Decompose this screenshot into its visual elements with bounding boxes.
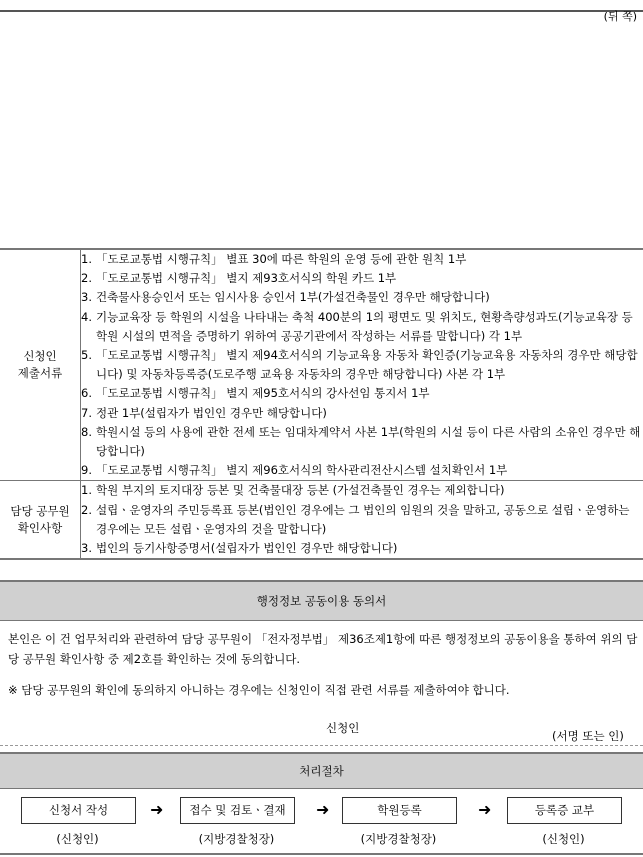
officer-check-item [81,539,643,558]
item-text: 설립ㆍ운영자의 주민등록표 등본(법인인 경우에는 그 법인의 임원의 것을 말하고, 공동으로 설립ㆍ운영하는 경우에는 모든 설립ㆍ운영자의 것을 말합니다) [96,502,630,536]
item-text: 학원 부지의 토지대장 등본 및 건축물대장 등본 (가설건축물인 경우는 제외합니다) [96,483,505,498]
item-text: 「도로교통법 시행규칙」 별지 제94호서식의 기능교육용 자동차 확인증(기능교육용 자동차의 경우만 해당합니다) 및 자동차등록증(도로주행 교육용 자동차의 경우만 해당합니다) 사본 각 1부 [96,348,638,382]
item-number: 3. [81,541,92,556]
step-2-actor: (지방경찰청장) [198,832,275,846]
required-documents-table [0,248,643,560]
step-3-actor: (지방경찰청장) [360,832,437,846]
officer-check-label: 담당 공무원 확인사항 [0,481,81,559]
divider [0,745,643,746]
item-text: 「도로교통법 시행규칙」 별지 제96호서식의 학사관리전산시스템 설치확인서 1부 [96,463,508,478]
item-number: 2. [81,502,92,517]
arrow-right-icon: ➜ [150,800,164,819]
document-item [81,423,643,461]
item-text: 「도로교통법 시행규칙」 별지 제93호서식의 학원 카드 1부 [96,271,397,286]
signature-label: (서명 또는 인) [552,729,624,743]
officer-check-list [81,481,643,558]
item-text: 정관 1부(설립자가 법인인 경우만 해당합니다) [96,405,327,420]
procedure-title: 처리절차 [299,764,344,778]
document-item [81,384,643,403]
document-item [81,346,643,384]
item-text: 학원시설 등의 사용에 관한 전세 또는 임대차계약서 사본 1부(학원의 시설 등이 다른 사람의 소유인 경우만 해당합니다) [96,424,641,459]
top-rule [0,10,643,23]
arrow-right-icon: ➜ [316,800,330,819]
item-number: 3. [81,290,92,305]
item-text: 「도로교통법 시행규칙」 별표 30에 따른 학원의 운영 등에 관한 원칙 1부 [96,252,467,266]
applicant-documents-list [81,250,643,480]
document-item [81,461,643,480]
item-number: 7. [81,405,92,420]
document-item [81,288,643,307]
consent-title-bar [0,580,643,621]
item-number: 1. [81,252,92,266]
item-text: 「도로교통법 시행규칙」 별지 제95호서식의 강사선임 통지서 1부 [96,386,430,401]
step-2-box: 접수 및 검토ㆍ결재 [180,797,295,824]
procedure-title-bar [0,752,643,789]
document-item [81,250,643,269]
item-number: 1. [81,483,92,498]
item-text: 법인의 등기사항증명서(설립자가 법인인 경우만 해당합니다) [96,541,398,556]
item-number: 9. [81,463,92,478]
item-number: 5. [81,348,92,363]
applicant-label: 신청인 [326,721,360,735]
consent-text: 본인은 이 건 업무처리와 관련하여 담당 공무원이 「전자정부법」 제36조제1항에 따른 행정정보의 공동이용을 통하여 위의 담당 공무원 확인사항 중 제2호를 확인하는 것에 동의합니다. [8,632,638,666]
item-number: 8. [81,424,92,439]
document-item [81,269,643,288]
item-number: 2. [81,271,92,286]
item-text: 건축물사용승인서 또는 임시사용 승인서 1부(가설건축물인 경우만 해당합니다) [96,290,490,305]
item-number: 4. [81,309,92,324]
step-1-box: 신청서 작성 [21,797,136,824]
item-number: 6. [81,386,92,401]
step-1-actor: (신청인) [56,832,99,846]
applicant-documents-label: 신청인 제출서류 [0,249,81,481]
consent-note: ※ 담당 공무원의 확인에 동의하지 아니하는 경우에는 신청인이 직접 관련 서류를 제출하여야 합니다. [8,683,510,697]
page-side-label: (뒤 쪽) [603,10,637,23]
item-text: 기능교육장 등 학원의 시설을 나타내는 축척 400분의 1의 평면도 및 위치도, 현황측량성과도(기능교육장 등 학원 시설의 면적을 증명하기 위하여 공공기관에서 작성하는 서류를 말합니다) 각 1부 [96,309,633,343]
arrow-right-icon: ➜ [478,800,492,819]
document-item [81,404,643,423]
officer-check-item [81,501,643,539]
document-item [81,308,643,346]
bottom-rule [0,853,643,855]
consent-title: 행정정보 공동이용 동의서 [256,594,387,608]
step-3-box: 학원등록 [342,797,457,824]
officer-check-item [81,481,643,500]
step-4-actor: (신청인) [542,832,585,846]
step-4-box: 등록증 교부 [507,797,622,824]
